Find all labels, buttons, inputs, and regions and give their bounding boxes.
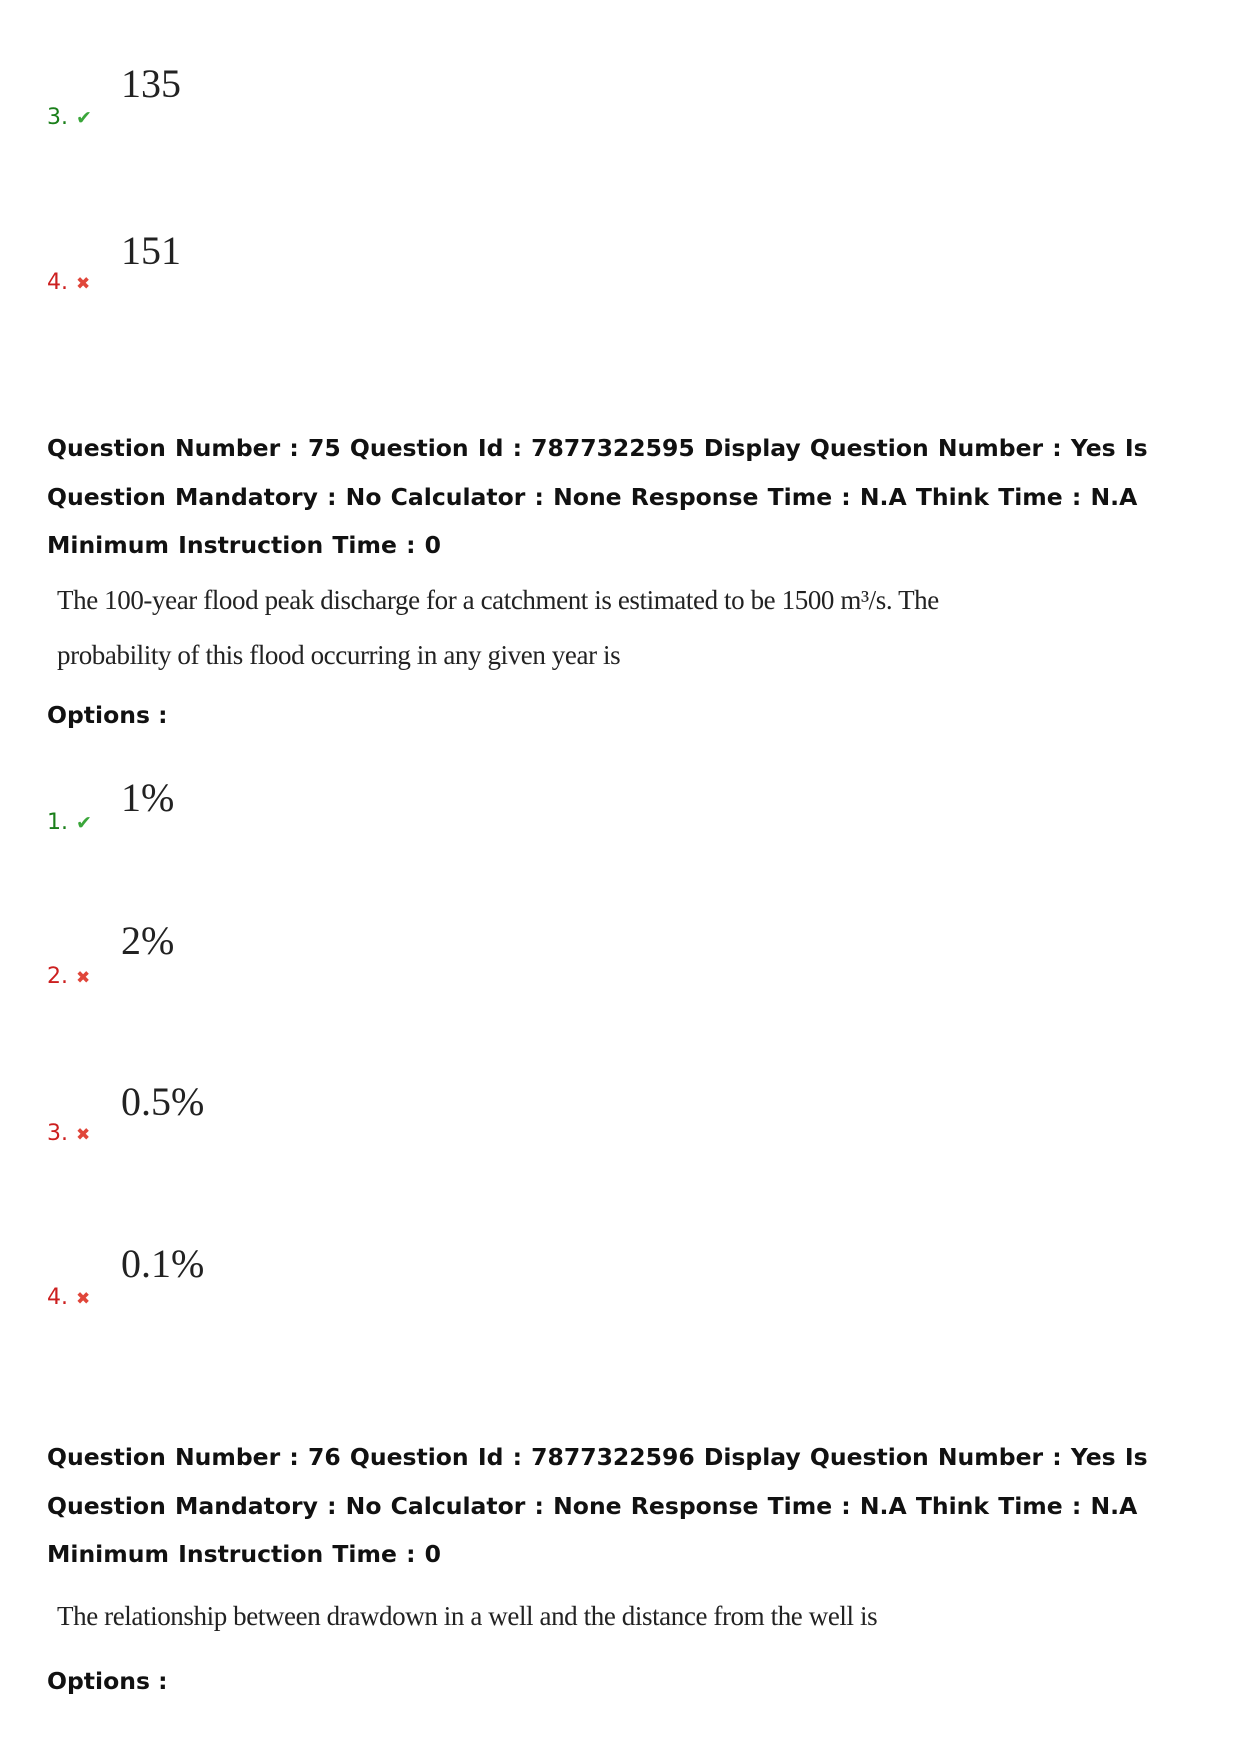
option-number: 4. ✖	[47, 1285, 91, 1310]
question-75-header: Question Number : 75 Question Id : 7877322595 Display Question Number : Yes Is Question Mandatory : No Calculator : None Response Time : N.A Think Time : N.A Minimum Instruction Time : 0	[47, 434, 1148, 559]
option-number: 2. ✖	[47, 964, 91, 989]
option-number: 4. ✖	[47, 270, 91, 295]
question-text-line: The relationship between drawdown in a well and the distance from the well is	[57, 1601, 878, 1631]
option-value: 0.1%	[121, 1241, 205, 1286]
option-number: 3. ✖	[47, 1121, 91, 1146]
q75-option-1	[47, 776, 447, 856]
q75-option-3	[47, 1080, 447, 1160]
options-label: Options :	[47, 701, 168, 729]
option-value: 135	[121, 61, 181, 106]
correct-check-icon: ✔	[76, 812, 92, 834]
options-label: Options :	[47, 1667, 168, 1695]
question-76-header: Question Number : 76 Question Id : 7877322596 Display Question Number : Yes Is Question Mandatory : No Calculator : None Response Time : N.A Think Time : N.A Minimum Instruction Time : 0	[47, 1443, 1148, 1568]
wrong-cross-icon: ✖	[76, 1125, 91, 1145]
wrong-cross-icon: ✖	[76, 1289, 91, 1309]
option-value: 0.5%	[121, 1079, 205, 1124]
prev-option-3	[47, 62, 447, 142]
question-76-text	[57, 1589, 957, 1644]
correct-check-icon: ✔	[76, 107, 92, 129]
option-value: 2%	[121, 918, 175, 963]
option-value: 1%	[121, 775, 175, 820]
wrong-cross-icon: ✖	[76, 274, 91, 294]
wrong-cross-icon: ✖	[76, 968, 91, 988]
option-number: 3. ✔	[47, 105, 92, 130]
option-value: 151	[121, 228, 181, 273]
option-number: 1. ✔	[47, 810, 92, 835]
question-text-line: probability of this flood occurring in any given year is	[57, 640, 621, 670]
q75-option-4	[47, 1242, 447, 1322]
question-75-text	[57, 573, 957, 683]
q75-option-2	[47, 919, 447, 999]
question-text-line: The 100-year flood peak discharge for a catchment is estimated to be 1500 m³/s. The	[57, 585, 939, 615]
prev-option-4	[47, 229, 447, 309]
